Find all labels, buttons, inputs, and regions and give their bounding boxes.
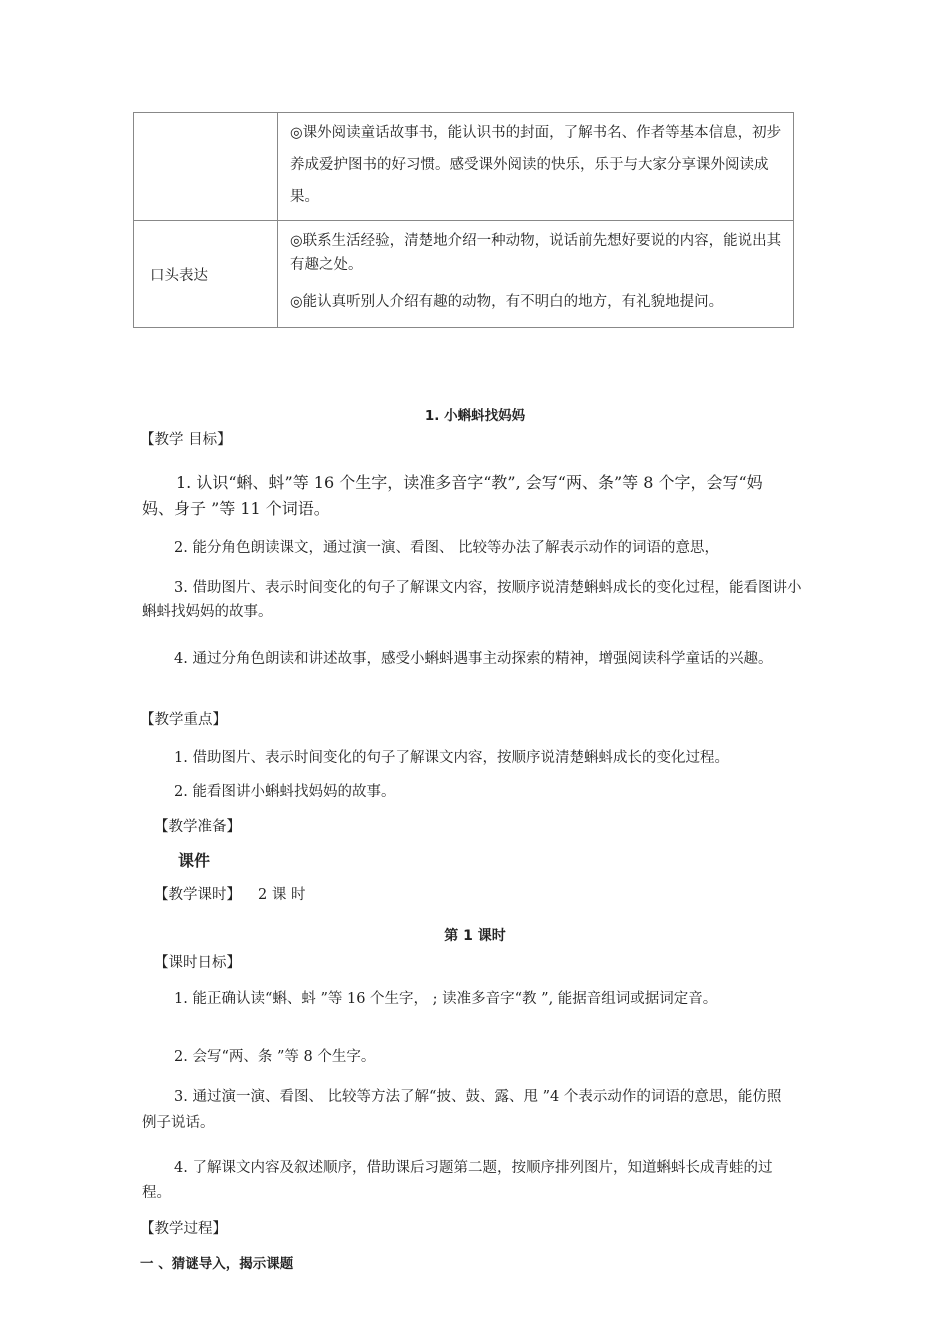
prep-heading: 【教学准备】 <box>154 819 241 835</box>
goals-heading: 【教学 目标】 <box>140 432 232 448</box>
period-goal-item: 1. 能正确认读“蝌、蚪 ”等 16 个生字， ; 读准多音字“教 ”, 能据音组词或据词定音。 <box>174 991 718 1007</box>
curriculum-table <box>133 112 794 328</box>
goal-item: 2. 能分角色朗读课文，通过演一演、看图、 比较等办法了解表示动作的词语的意思， <box>174 540 720 556</box>
row-text: ◎课外阅读童话故事书，能认识书的封面，了解书名、作者等基本信息，初步养成爱护图书的好习惯。感受课外阅读的快乐，乐于与大家分享课外阅读成果。 <box>290 125 782 205</box>
row-text: ◎能认真听别人介绍有趣的动物，有不明白的地方，有礼貌地提问。 <box>290 294 724 310</box>
period-title: 第 1 课时 <box>444 928 506 944</box>
table-row <box>134 113 794 221</box>
section-heading: 一 、猜谜导入，揭示课题 <box>140 1256 294 1272</box>
hours-value: 2 课 时 <box>258 887 306 903</box>
row-label <box>134 113 278 221</box>
key-point: 1. 借助图片、表示时间变化的句子了解课文内容，按顺序说清楚蝌蚪成长的变化过程。 <box>174 750 729 766</box>
lesson-title: 1. 小蝌蚪找妈妈 <box>424 408 526 424</box>
period-goal-item: 3. 通过演一演、看图、 比较等方法了解“披、鼓、露、甩 ”4 个表示动作的词语的意思，能仿照例子说话。 <box>142 1089 782 1131</box>
process-heading: 【教学过程】 <box>140 1221 227 1237</box>
goal-item: 3. 借助图片、表示时间变化的句子了解课文内容，按顺序说清楚蝌蚪成长的变化过程，能看图讲小蝌蚪找妈妈的故事。 <box>142 580 802 620</box>
hours-heading: 【教学课时】 <box>154 887 241 903</box>
period-goals-heading: 【课时日标】 <box>154 955 241 971</box>
row-label: 口头表达 <box>134 221 278 328</box>
row-text: ◎联系生活经验，清楚地介绍一种动物，说话前先想好要说的内容，能说出其有趣之处。 <box>290 233 782 273</box>
period-goal-item: 4. 了解课文内容及叙述顺序，借助课后习题第二题，按顺序排列图片，知道蝌蚪长成青蛙的过程。 <box>142 1160 773 1201</box>
key-heading: 【教学重点】 <box>140 712 227 728</box>
period-goal-item: 2. 会写“两、条 ”等 8 个生字。 <box>174 1049 376 1065</box>
prep-value: 课件 <box>178 851 211 870</box>
table-row <box>134 221 794 328</box>
goal-item: 4. 通过分角色朗读和讲述故事，感受小蝌蚪遇事主动探索的精神，增强阅读科学童话的兴趣。 <box>174 651 773 667</box>
key-point: 2. 能看图讲小蝌蚪找妈妈的故事。 <box>174 784 396 800</box>
goal-item: 1. 认识“蝌、蚪”等 16 个生字，读准多音字“教”, 会写“两、条”等 8 个字，会写“妈妈、身子 ”等 11 个词语。 <box>142 473 763 518</box>
